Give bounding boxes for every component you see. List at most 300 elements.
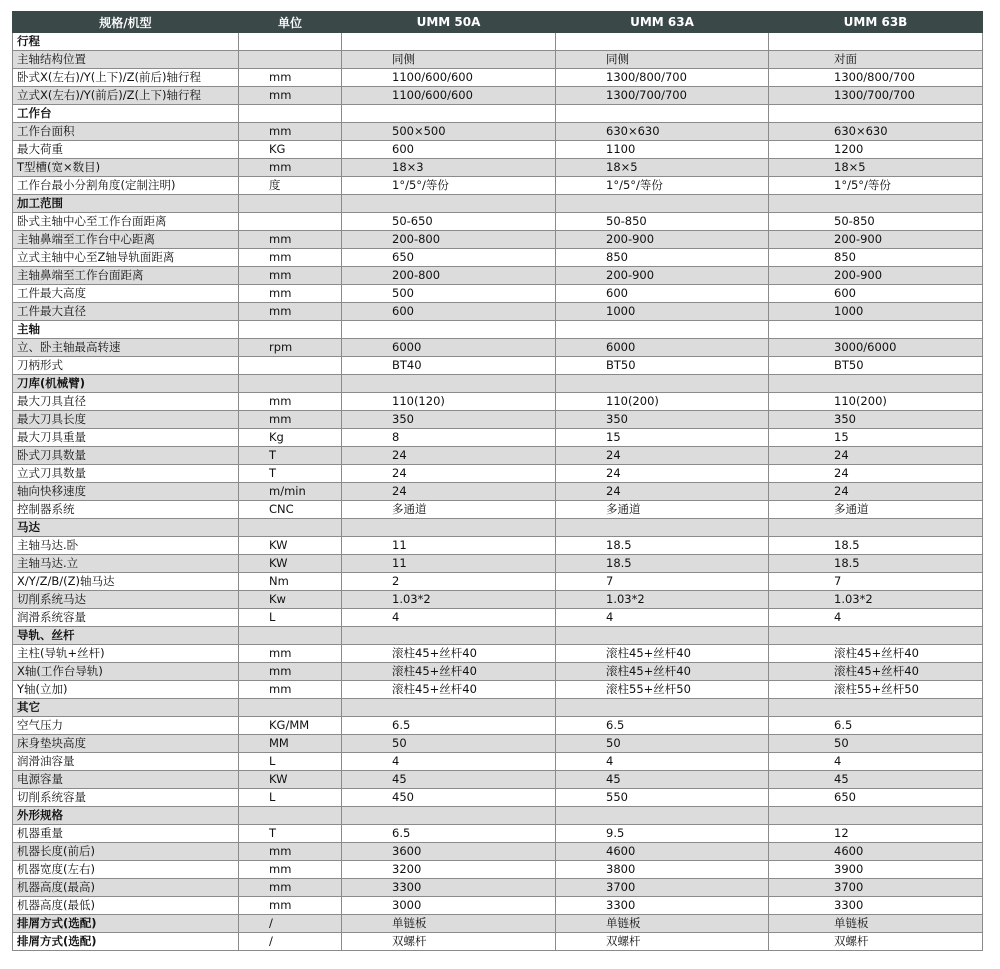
unit-cell: [239, 627, 342, 645]
umm63b-value-cell: 45: [769, 771, 983, 789]
section-title: 加工范围: [13, 195, 239, 213]
spec-name-cell: 机器高度(最高): [13, 879, 239, 897]
unit-cell: [239, 33, 342, 51]
umm50a-value-cell: 50: [342, 735, 556, 753]
spec-name-cell: 主柱(导轨+丝杆): [13, 645, 239, 663]
umm63b-value-cell: 50-850: [769, 213, 983, 231]
table-row: [13, 681, 983, 699]
unit-cell: mm: [239, 861, 342, 879]
umm50a-value-cell: 1°/5°/等份: [342, 177, 556, 195]
table-row: [13, 483, 983, 501]
unit-cell: /: [239, 933, 342, 951]
spec-name-cell: 主轴马达.卧: [13, 537, 239, 555]
unit-cell: mm: [239, 249, 342, 267]
unit-cell: [239, 51, 342, 69]
umm63b-value-cell: 600: [769, 285, 983, 303]
umm63b-value-cell: [769, 807, 983, 825]
spec-name-cell: 立式X(左右)/Y(前后)/Z(上下)轴行程: [13, 87, 239, 105]
umm63a-value-cell: 850: [556, 249, 769, 267]
spec-name-cell: 最大刀具重量: [13, 429, 239, 447]
unit-cell: mm: [239, 843, 342, 861]
unit-cell: mm: [239, 231, 342, 249]
unit-cell: mm: [239, 69, 342, 87]
umm50a-value-cell: 24: [342, 447, 556, 465]
umm63a-value-cell: [556, 33, 769, 51]
table-row: [13, 645, 983, 663]
umm63b-value-cell: 50: [769, 735, 983, 753]
umm50a-value-cell: 1100/600/600: [342, 87, 556, 105]
section-title: 排屑方式(选配): [13, 933, 239, 951]
umm63a-value-cell: 1°/5°/等份: [556, 177, 769, 195]
umm63a-value-cell: 200-900: [556, 267, 769, 285]
unit-cell: [239, 195, 342, 213]
umm63a-value-cell: 1300/800/700: [556, 69, 769, 87]
umm63b-value-cell: 1300/700/700: [769, 87, 983, 105]
spec-name-cell: 机器宽度(左右): [13, 861, 239, 879]
umm50a-value-cell: 4: [342, 609, 556, 627]
umm50a-value-cell: 3000: [342, 897, 556, 915]
table-row: [13, 843, 983, 861]
spec-name-cell: 切削系统马达: [13, 591, 239, 609]
umm63b-value-cell: 3700: [769, 879, 983, 897]
umm63b-value-cell: 18.5: [769, 555, 983, 573]
umm50a-value-cell: [342, 699, 556, 717]
umm63b-value-cell: [769, 699, 983, 717]
umm63a-value-cell: 50-850: [556, 213, 769, 231]
umm50a-value-cell: [342, 105, 556, 123]
spec-name-cell: 工作台最小分割角度(定制注明): [13, 177, 239, 195]
spec-name-cell: 工作台面积: [13, 123, 239, 141]
spec-name-cell: 润滑油容量: [13, 753, 239, 771]
umm63b-value-cell: 1000: [769, 303, 983, 321]
umm63a-value-cell: 单链板: [556, 915, 769, 933]
umm50a-value-cell: 多通道: [342, 501, 556, 519]
umm63b-value-cell: [769, 195, 983, 213]
umm63a-value-cell: 滚柱55+丝杆50: [556, 681, 769, 699]
table-row: [13, 591, 983, 609]
unit-cell: KG/MM: [239, 717, 342, 735]
umm63a-value-cell: 18.5: [556, 537, 769, 555]
umm63b-value-cell: 630×630: [769, 123, 983, 141]
table-row: [13, 501, 983, 519]
table-row: [13, 465, 983, 483]
umm63a-value-cell: [556, 321, 769, 339]
section-title: 工作台: [13, 105, 239, 123]
unit-cell: mm: [239, 681, 342, 699]
section-row: [13, 699, 983, 717]
header-umm63b: UMM 63B: [769, 12, 983, 33]
spec-name-cell: 主轴马达.立: [13, 555, 239, 573]
umm63b-value-cell: 4600: [769, 843, 983, 861]
umm50a-value-cell: 200-800: [342, 231, 556, 249]
umm63a-value-cell: 9.5: [556, 825, 769, 843]
umm50a-value-cell: 18×3: [342, 159, 556, 177]
table-row: [13, 339, 983, 357]
section-row: [13, 33, 983, 51]
umm50a-value-cell: 3600: [342, 843, 556, 861]
umm63b-value-cell: [769, 627, 983, 645]
umm63a-value-cell: [556, 519, 769, 537]
umm50a-value-cell: 600: [342, 141, 556, 159]
umm63b-value-cell: 850: [769, 249, 983, 267]
umm63b-value-cell: [769, 33, 983, 51]
umm63a-value-cell: 3300: [556, 897, 769, 915]
umm50a-value-cell: [342, 519, 556, 537]
umm50a-value-cell: 500: [342, 285, 556, 303]
spec-name-cell: 机器重量: [13, 825, 239, 843]
spec-name-cell: 轴向快移速度: [13, 483, 239, 501]
spec-name-cell: X/Y/Z/B/(Z)轴马达: [13, 573, 239, 591]
umm63b-value-cell: 200-900: [769, 231, 983, 249]
umm63a-value-cell: 4: [556, 609, 769, 627]
section-title: 行程: [13, 33, 239, 51]
table-row: [13, 429, 983, 447]
header-row: [13, 12, 983, 33]
umm63b-value-cell: 滚柱45+丝杆40: [769, 645, 983, 663]
umm63b-value-cell: 650: [769, 789, 983, 807]
umm63b-value-cell: 24: [769, 447, 983, 465]
umm63a-value-cell: 200-900: [556, 231, 769, 249]
umm50a-value-cell: 双螺杆: [342, 933, 556, 951]
umm50a-value-cell: 11: [342, 537, 556, 555]
table-row: [13, 789, 983, 807]
umm63a-value-cell: 滚柱45+丝杆40: [556, 645, 769, 663]
umm63b-value-cell: 3000/6000: [769, 339, 983, 357]
spec-name-cell: 主轴鼻端至工作台面距离: [13, 267, 239, 285]
section-title: 导轨、丝杆: [13, 627, 239, 645]
umm63b-value-cell: 单链板: [769, 915, 983, 933]
section-row: [13, 375, 983, 393]
umm63b-value-cell: 200-900: [769, 267, 983, 285]
table-row: [13, 663, 983, 681]
umm63a-value-cell: 18.5: [556, 555, 769, 573]
umm63b-value-cell: [769, 321, 983, 339]
spec-name-cell: 机器长度(前后): [13, 843, 239, 861]
umm63a-value-cell: 600: [556, 285, 769, 303]
umm63a-value-cell: 350: [556, 411, 769, 429]
table-row: [13, 393, 983, 411]
umm50a-value-cell: 24: [342, 483, 556, 501]
umm63b-value-cell: 4: [769, 609, 983, 627]
spec-name-cell: 工件最大高度: [13, 285, 239, 303]
umm63a-value-cell: 550: [556, 789, 769, 807]
spec-name-cell: X轴(工作台导轨): [13, 663, 239, 681]
umm63a-value-cell: 15: [556, 429, 769, 447]
umm50a-value-cell: 450: [342, 789, 556, 807]
unit-cell: CNC: [239, 501, 342, 519]
umm50a-value-cell: 滚柱45+丝杆40: [342, 663, 556, 681]
table-row: [13, 897, 983, 915]
umm50a-value-cell: 6000: [342, 339, 556, 357]
umm63b-value-cell: 12: [769, 825, 983, 843]
unit-cell: L: [239, 789, 342, 807]
umm50a-value-cell: BT40: [342, 357, 556, 375]
table-row: [13, 159, 983, 177]
umm63a-value-cell: [556, 807, 769, 825]
table-row: [13, 573, 983, 591]
table-row: [13, 879, 983, 897]
umm63a-value-cell: 7: [556, 573, 769, 591]
spec-table: [12, 11, 983, 951]
unit-cell: L: [239, 753, 342, 771]
unit-cell: KG: [239, 141, 342, 159]
unit-cell: mm: [239, 267, 342, 285]
umm50a-value-cell: 3200: [342, 861, 556, 879]
section-title: 马达: [13, 519, 239, 537]
unit-cell: mm: [239, 159, 342, 177]
umm63a-value-cell: 同侧: [556, 51, 769, 69]
unit-cell: mm: [239, 663, 342, 681]
unit-cell: Kw: [239, 591, 342, 609]
umm50a-value-cell: 45: [342, 771, 556, 789]
unit-cell: Kg: [239, 429, 342, 447]
unit-cell: mm: [239, 303, 342, 321]
table-row: [13, 537, 983, 555]
section-title: 刀库(机械臂): [13, 375, 239, 393]
umm63b-value-cell: 3300: [769, 897, 983, 915]
umm50a-value-cell: 350: [342, 411, 556, 429]
umm50a-value-cell: 8: [342, 429, 556, 447]
section-title: 外形规格: [13, 807, 239, 825]
table-row: [13, 69, 983, 87]
table-row: [13, 249, 983, 267]
unit-cell: [239, 519, 342, 537]
spec-name-cell: Y轴(立加): [13, 681, 239, 699]
umm50a-value-cell: [342, 627, 556, 645]
umm50a-value-cell: 滚柱45+丝杆40: [342, 645, 556, 663]
spec-name-cell: 工件最大直径: [13, 303, 239, 321]
section-row: [13, 195, 983, 213]
unit-cell: mm: [239, 285, 342, 303]
umm50a-value-cell: 单链板: [342, 915, 556, 933]
table-row: [13, 177, 983, 195]
umm63b-value-cell: 对面: [769, 51, 983, 69]
table-row: [13, 825, 983, 843]
section-row: [13, 627, 983, 645]
umm50a-value-cell: 11: [342, 555, 556, 573]
umm63b-value-cell: 1200: [769, 141, 983, 159]
umm63b-value-cell: 24: [769, 465, 983, 483]
umm63b-value-cell: 24: [769, 483, 983, 501]
section-row: [13, 933, 983, 951]
umm63b-value-cell: 350: [769, 411, 983, 429]
umm63a-value-cell: [556, 699, 769, 717]
umm50a-value-cell: [342, 33, 556, 51]
section-row: [13, 519, 983, 537]
header-unit: 单位: [239, 12, 342, 33]
spec-name-cell: 润滑系统容量: [13, 609, 239, 627]
umm50a-value-cell: [342, 195, 556, 213]
unit-cell: [239, 213, 342, 231]
section-title: 其它: [13, 699, 239, 717]
umm63a-value-cell: 18×5: [556, 159, 769, 177]
spec-name-cell: 床身垫块高度: [13, 735, 239, 753]
unit-cell: [239, 807, 342, 825]
umm63b-value-cell: 4: [769, 753, 983, 771]
umm63b-value-cell: [769, 519, 983, 537]
unit-cell: MM: [239, 735, 342, 753]
umm63a-value-cell: 6.5: [556, 717, 769, 735]
table-row: [13, 303, 983, 321]
section-row: [13, 807, 983, 825]
umm50a-value-cell: 650: [342, 249, 556, 267]
umm63b-value-cell: 3900: [769, 861, 983, 879]
section-row: [13, 915, 983, 933]
spec-name-cell: 卧式刀具数量: [13, 447, 239, 465]
umm63a-value-cell: [556, 195, 769, 213]
table-row: [13, 267, 983, 285]
umm63b-value-cell: 18×5: [769, 159, 983, 177]
table-row: [13, 717, 983, 735]
unit-cell: T: [239, 825, 342, 843]
table-row: [13, 411, 983, 429]
table-row: [13, 141, 983, 159]
header-umm50a: UMM 50A: [342, 12, 556, 33]
unit-cell: KW: [239, 555, 342, 573]
section-title: 主轴: [13, 321, 239, 339]
umm63a-value-cell: 1000: [556, 303, 769, 321]
umm63a-value-cell: [556, 375, 769, 393]
unit-cell: mm: [239, 897, 342, 915]
table-row: [13, 51, 983, 69]
header-umm63a: UMM 63A: [556, 12, 769, 33]
umm63b-value-cell: [769, 105, 983, 123]
umm63b-value-cell: 多通道: [769, 501, 983, 519]
umm63a-value-cell: 3800: [556, 861, 769, 879]
unit-cell: mm: [239, 411, 342, 429]
umm63a-value-cell: 50: [556, 735, 769, 753]
table-row: [13, 285, 983, 303]
spec-name-cell: 刀柄形式: [13, 357, 239, 375]
umm50a-value-cell: 6.5: [342, 825, 556, 843]
umm50a-value-cell: 1.03*2: [342, 591, 556, 609]
table-row: [13, 771, 983, 789]
umm63a-value-cell: 630×630: [556, 123, 769, 141]
umm63a-value-cell: 1.03*2: [556, 591, 769, 609]
spec-name-cell: 主轴结构位置: [13, 51, 239, 69]
umm50a-value-cell: 600: [342, 303, 556, 321]
table-row: [13, 555, 983, 573]
spec-name-cell: 卧式主轴中心至工作台面距离: [13, 213, 239, 231]
table-row: [13, 609, 983, 627]
unit-cell: m/min: [239, 483, 342, 501]
umm63b-value-cell: [769, 375, 983, 393]
umm50a-value-cell: 同侧: [342, 51, 556, 69]
spec-name-cell: 空气压力: [13, 717, 239, 735]
umm63a-value-cell: 24: [556, 447, 769, 465]
unit-cell: [239, 375, 342, 393]
spec-name-cell: 卧式X(左右)/Y(上下)/Z(前后)轴行程: [13, 69, 239, 87]
umm63a-value-cell: 3700: [556, 879, 769, 897]
unit-cell: rpm: [239, 339, 342, 357]
unit-cell: [239, 105, 342, 123]
table-row: [13, 213, 983, 231]
umm50a-value-cell: 24: [342, 465, 556, 483]
umm63a-value-cell: 110(200): [556, 393, 769, 411]
spec-name-cell: 立、卧主轴最高转速: [13, 339, 239, 357]
umm63a-value-cell: 双螺杆: [556, 933, 769, 951]
section-row: [13, 105, 983, 123]
spec-name-cell: 主轴鼻端至工作台中心距离: [13, 231, 239, 249]
umm63a-value-cell: 多通道: [556, 501, 769, 519]
spec-name-cell: 控制器系统: [13, 501, 239, 519]
unit-cell: L: [239, 609, 342, 627]
unit-cell: [239, 357, 342, 375]
unit-cell: T: [239, 447, 342, 465]
umm63b-value-cell: 6.5: [769, 717, 983, 735]
unit-cell: mm: [239, 645, 342, 663]
header-spec: 规格/机型: [13, 12, 239, 33]
unit-cell: [239, 699, 342, 717]
umm63a-value-cell: 4600: [556, 843, 769, 861]
section-row: [13, 321, 983, 339]
table-row: [13, 447, 983, 465]
unit-cell: /: [239, 915, 342, 933]
umm50a-value-cell: 3300: [342, 879, 556, 897]
umm63a-value-cell: 4: [556, 753, 769, 771]
umm50a-value-cell: 1100/600/600: [342, 69, 556, 87]
umm50a-value-cell: [342, 375, 556, 393]
spec-name-cell: 切削系统容量: [13, 789, 239, 807]
umm50a-value-cell: 6.5: [342, 717, 556, 735]
umm63b-value-cell: 1300/800/700: [769, 69, 983, 87]
umm50a-value-cell: 滚柱45+丝杆40: [342, 681, 556, 699]
umm50a-value-cell: 110(120): [342, 393, 556, 411]
table-row: [13, 861, 983, 879]
unit-cell: T: [239, 465, 342, 483]
umm63b-value-cell: 1°/5°/等份: [769, 177, 983, 195]
umm63a-value-cell: 24: [556, 483, 769, 501]
spec-name-cell: 电源容量: [13, 771, 239, 789]
table-row: [13, 231, 983, 249]
spec-name-cell: 最大刀具长度: [13, 411, 239, 429]
umm63b-value-cell: 滚柱55+丝杆50: [769, 681, 983, 699]
umm63b-value-cell: BT50: [769, 357, 983, 375]
spec-table-body: [13, 33, 983, 951]
unit-cell: KW: [239, 537, 342, 555]
spec-name-cell: 立式刀具数量: [13, 465, 239, 483]
unit-cell: [239, 321, 342, 339]
table-row: [13, 87, 983, 105]
spec-name-cell: 最大荷重: [13, 141, 239, 159]
unit-cell: mm: [239, 123, 342, 141]
umm63b-value-cell: 110(200): [769, 393, 983, 411]
umm63a-value-cell: 6000: [556, 339, 769, 357]
spec-name-cell: 最大刀具直径: [13, 393, 239, 411]
umm50a-value-cell: 200-800: [342, 267, 556, 285]
umm50a-value-cell: 50-650: [342, 213, 556, 231]
section-title: 排屑方式(选配): [13, 915, 239, 933]
spec-name-cell: 立式主轴中心至Z轴导轨面距离: [13, 249, 239, 267]
umm63b-value-cell: 双螺杆: [769, 933, 983, 951]
umm63b-value-cell: 18.5: [769, 537, 983, 555]
table-row: [13, 735, 983, 753]
table-row: [13, 753, 983, 771]
umm63b-value-cell: 15: [769, 429, 983, 447]
unit-cell: 度: [239, 177, 342, 195]
umm63a-value-cell: 滚柱45+丝杆40: [556, 663, 769, 681]
unit-cell: mm: [239, 879, 342, 897]
unit-cell: mm: [239, 87, 342, 105]
umm63a-value-cell: [556, 105, 769, 123]
umm63b-value-cell: 1.03*2: [769, 591, 983, 609]
table-row: [13, 357, 983, 375]
umm63a-value-cell: 24: [556, 465, 769, 483]
spec-name-cell: 机器高度(最低): [13, 897, 239, 915]
spec-name-cell: T型槽(宽×数目): [13, 159, 239, 177]
umm63a-value-cell: [556, 627, 769, 645]
umm63a-value-cell: BT50: [556, 357, 769, 375]
